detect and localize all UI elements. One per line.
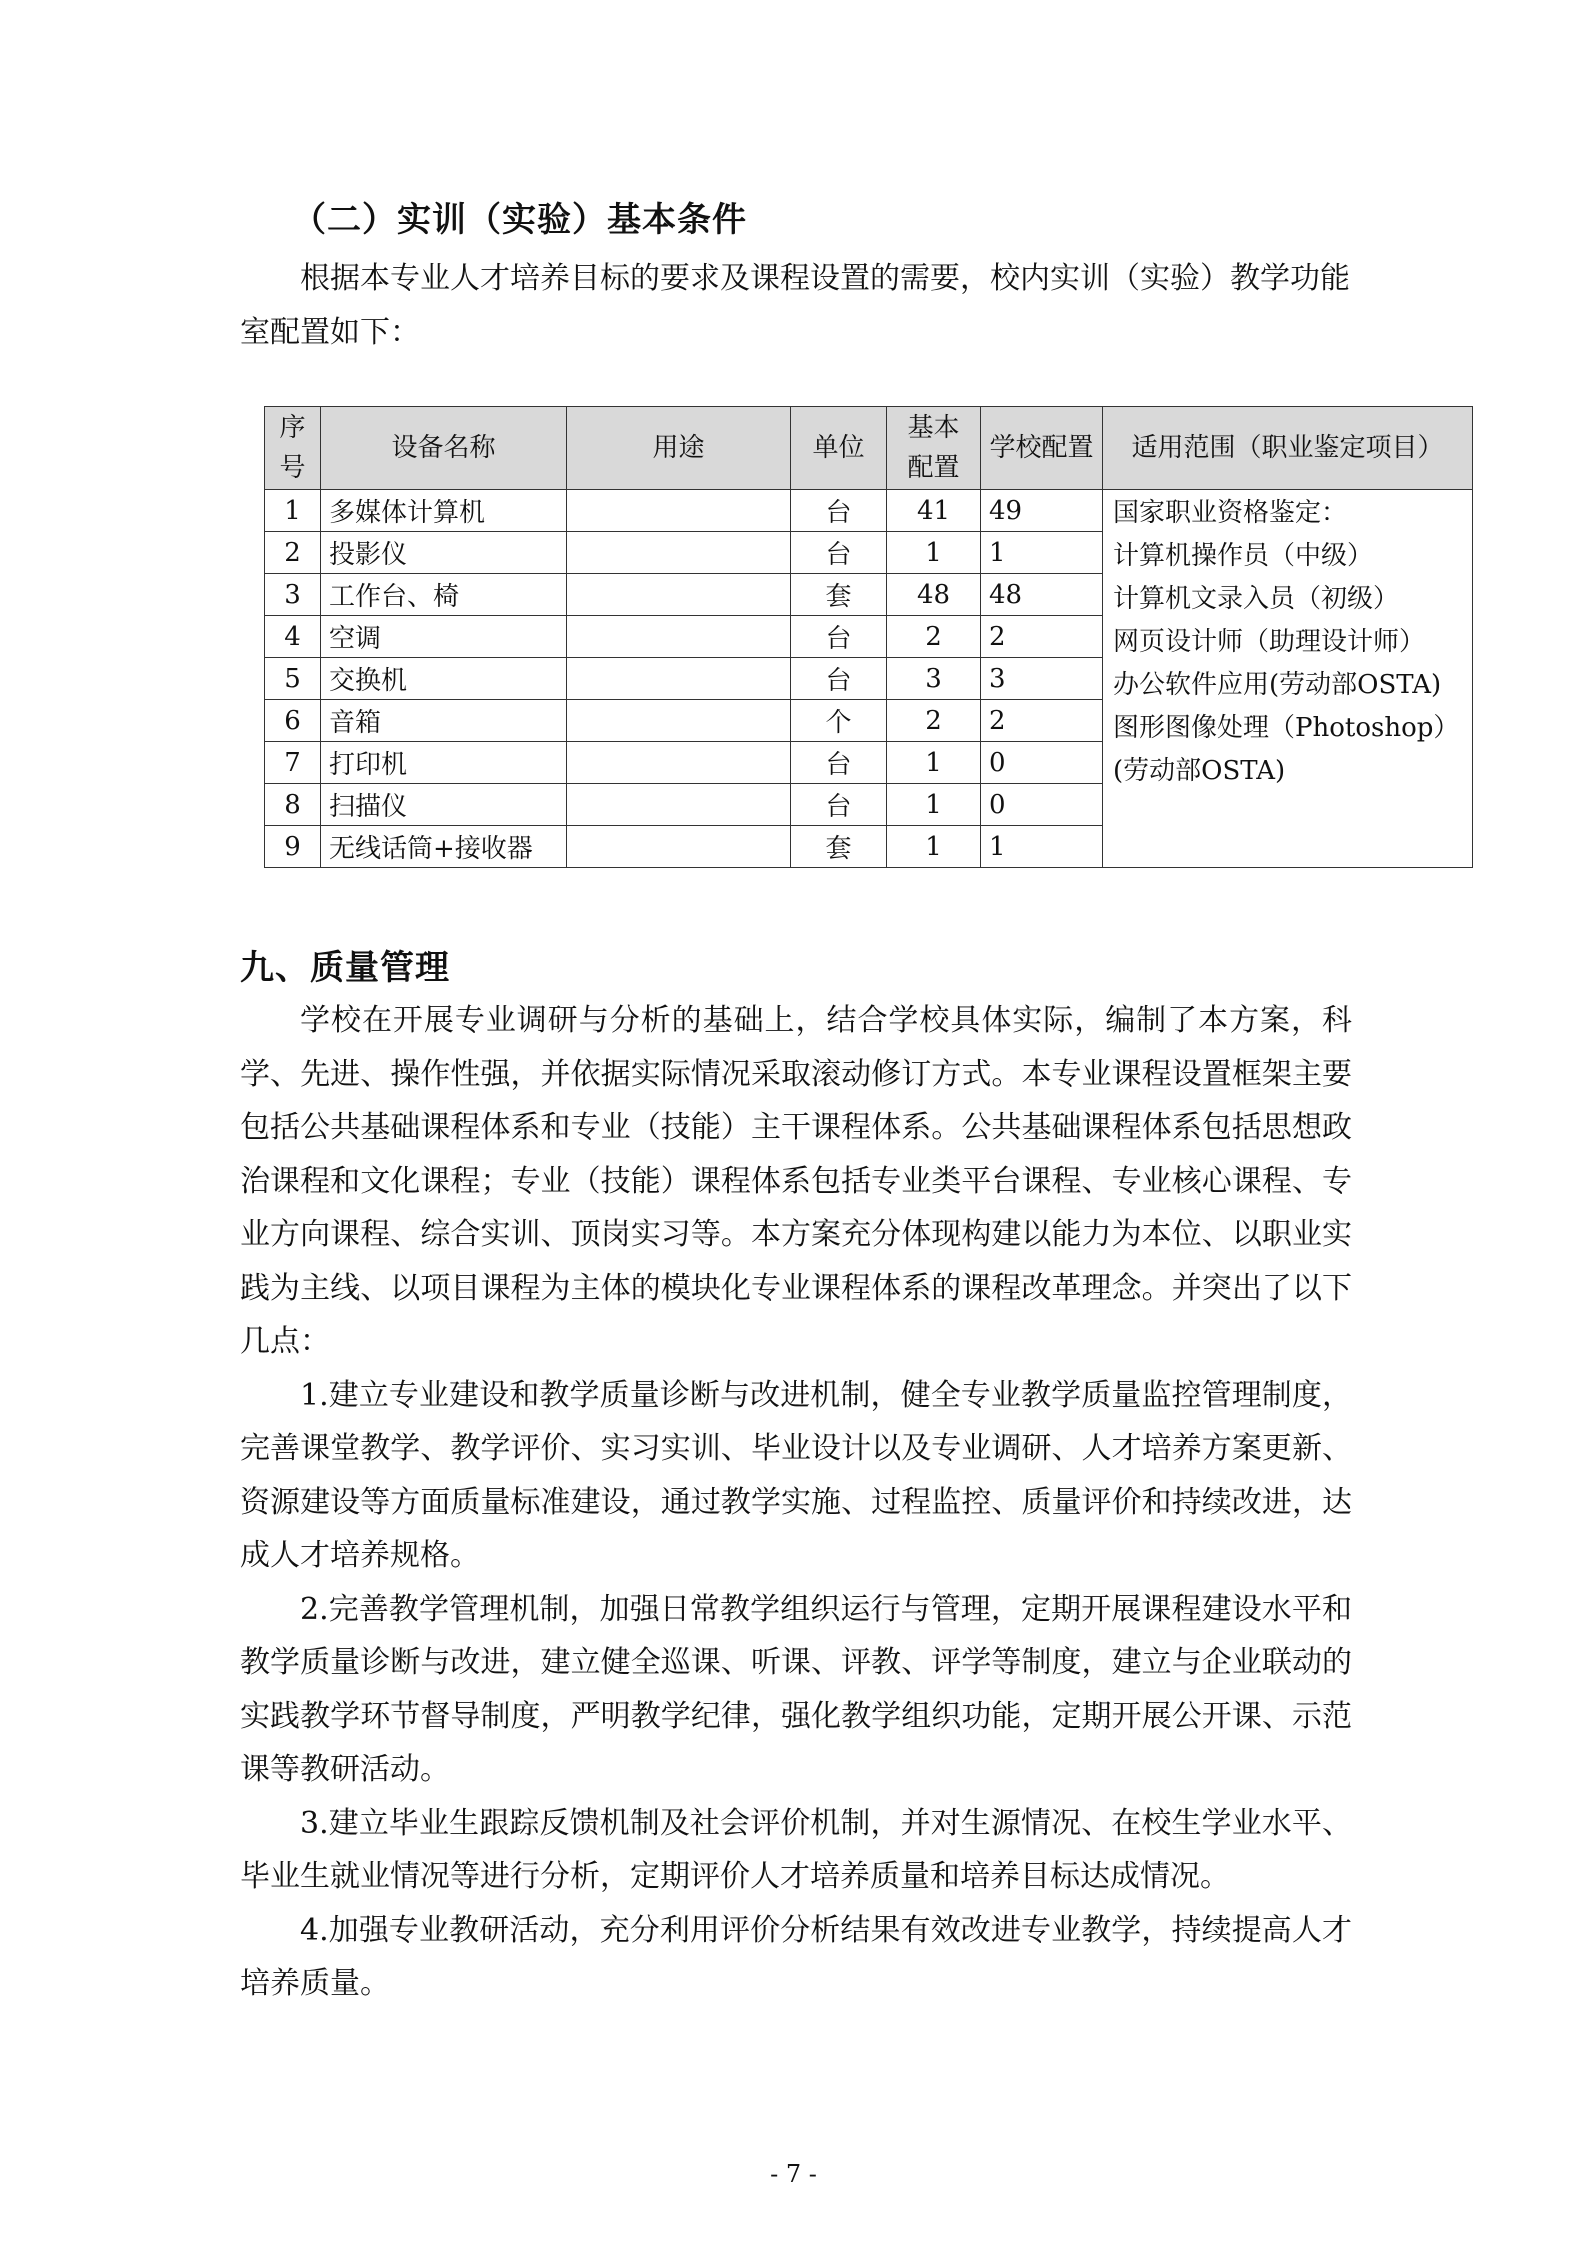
row-use [567, 616, 791, 658]
row-school: 1 [981, 826, 1103, 868]
row-unit: 台 [791, 532, 887, 574]
row-school: 2 [981, 700, 1103, 742]
row-school: 0 [981, 742, 1103, 784]
row-no: 1 [265, 490, 321, 532]
row-use [567, 490, 791, 532]
page-number: - 7 - [770, 2160, 817, 2188]
section-heading: （二）实训（实验）基本条件 [292, 200, 747, 240]
scope-line: 国家职业资格鉴定： [1113, 498, 1348, 528]
scope-line: 图形图像处理（Photoshop）(劳动部OSTA) [1113, 713, 1460, 786]
header-name: 设备名称 [321, 407, 567, 490]
row-use [567, 742, 791, 784]
header-basic: 基本配置 [887, 407, 981, 490]
row-school: 48 [981, 574, 1103, 616]
scope-line: 办公软件应用(劳动部OSTA) [1113, 670, 1442, 700]
scope-line: 计算机文录入员（初级） [1113, 584, 1400, 614]
row-basic: 1 [887, 532, 981, 574]
row-basic: 3 [887, 658, 981, 700]
row-school: 2 [981, 616, 1103, 658]
row-unit: 个 [791, 700, 887, 742]
row-basic: 1 [887, 826, 981, 868]
body-paragraph: 1.建立专业建设和教学质量诊断与改进机制，健全专业教学质量监控管理制度，完善课堂教学、教学评价、实习实训、毕业设计以及专业调研、人才培养方案更新、资源建设等方面质量标准建设，通过教学实施、过程监控、质量评价和持续改进，达成人才培养规格。 [240, 1377, 1352, 1573]
row-basic: 1 [887, 784, 981, 826]
equipment-table [264, 406, 1473, 868]
scope-cell [1103, 490, 1473, 868]
row-use [567, 574, 791, 616]
chapter-heading: 九、质量管理 [240, 948, 450, 988]
header-use: 用途 [567, 407, 791, 490]
header-school: 学校配置 [981, 407, 1103, 490]
row-basic: 41 [887, 490, 981, 532]
row-school: 3 [981, 658, 1103, 700]
row-basic: 2 [887, 700, 981, 742]
row-unit: 套 [791, 826, 887, 868]
row-school: 0 [981, 784, 1103, 826]
row-name: 投影仪 [321, 532, 567, 574]
row-unit: 套 [791, 574, 887, 616]
table-header-row [265, 407, 1473, 490]
scope-line: 网页设计师（助理设计师） [1113, 627, 1426, 657]
row-unit: 台 [791, 742, 887, 784]
table-body [265, 490, 1473, 868]
row-use [567, 700, 791, 742]
row-name: 音箱 [321, 700, 567, 742]
row-use [567, 658, 791, 700]
row-no: 5 [265, 658, 321, 700]
body-paragraph: 3.建立毕业生跟踪反馈机制及社会评价机制，并对生源情况、在校生学业水平、毕业生就业情况等进行分析，定期评价人才培养质量和培养目标达成情况。 [240, 1805, 1352, 1894]
row-basic: 1 [887, 742, 981, 784]
body-paragraph: 4.加强专业教研活动，充分利用评价分析结果有效改进专业教学，持续提高人才培养质量。 [240, 1912, 1352, 2001]
row-name: 扫描仪 [321, 784, 567, 826]
row-unit: 台 [791, 658, 887, 700]
row-no: 4 [265, 616, 321, 658]
row-name: 空调 [321, 616, 567, 658]
row-no: 3 [265, 574, 321, 616]
row-school: 1 [981, 532, 1103, 574]
body-paragraph: 2.完善教学管理机制，加强日常教学组织运行与管理，定期开展课程建设水平和教学质量诊断与改进，建立健全巡课、听课、评教、评学等制度，建立与企业联动的实践教学环节督导制度，严明教学纪律，强化教学组织功能，定期开展公开课、示范课等教研活动。 [240, 1591, 1352, 1787]
row-no: 9 [265, 826, 321, 868]
row-no: 7 [265, 742, 321, 784]
row-name: 多媒体计算机 [321, 490, 567, 532]
row-basic: 2 [887, 616, 981, 658]
table-row [265, 490, 1473, 532]
body-paragraph: 学校在开展专业调研与分析的基础上，结合学校具体实际，编制了本方案，科学、先进、操作性强，并依据实际情况采取滚动修订方式。本专业课程设置框架主要包括公共基础课程体系和专业（技能）主干课程体系。公共基础课程体系包括思想政治课程和文化课程；专业（技能）课程体系包括专业类平台课程、专业核心课程、专业方向课程、综合实训、顶岗实习等。本方案充分体现构建以能力为本位、以职业实践为主线、以项目课程为主体的模块化专业课程体系的课程改革理念。并突出了以下几点： [240, 1003, 1352, 1359]
row-school: 49 [981, 490, 1103, 532]
intro-paragraph: 根据本专业人才培养目标的要求及课程设置的需要，校内实训（实验）教学功能室配置如下： [240, 261, 1350, 350]
row-unit: 台 [791, 490, 887, 532]
row-basic: 48 [887, 574, 981, 616]
scope-line: 计算机操作员（中级） [1113, 541, 1374, 571]
row-no: 8 [265, 784, 321, 826]
row-name: 工作台、椅 [321, 574, 567, 616]
header-unit: 单位 [791, 407, 887, 490]
row-name: 打印机 [321, 742, 567, 784]
row-use [567, 784, 791, 826]
row-unit: 台 [791, 616, 887, 658]
row-no: 2 [265, 532, 321, 574]
row-name: 交换机 [321, 658, 567, 700]
header-no: 序号 [265, 407, 321, 490]
body-text [240, 994, 1352, 2011]
header-scope: 适用范围（职业鉴定项目） [1103, 407, 1473, 490]
row-use [567, 826, 791, 868]
row-unit: 台 [791, 784, 887, 826]
row-no: 6 [265, 700, 321, 742]
row-use [567, 532, 791, 574]
row-name: 无线话筒+接收器 [321, 826, 567, 868]
